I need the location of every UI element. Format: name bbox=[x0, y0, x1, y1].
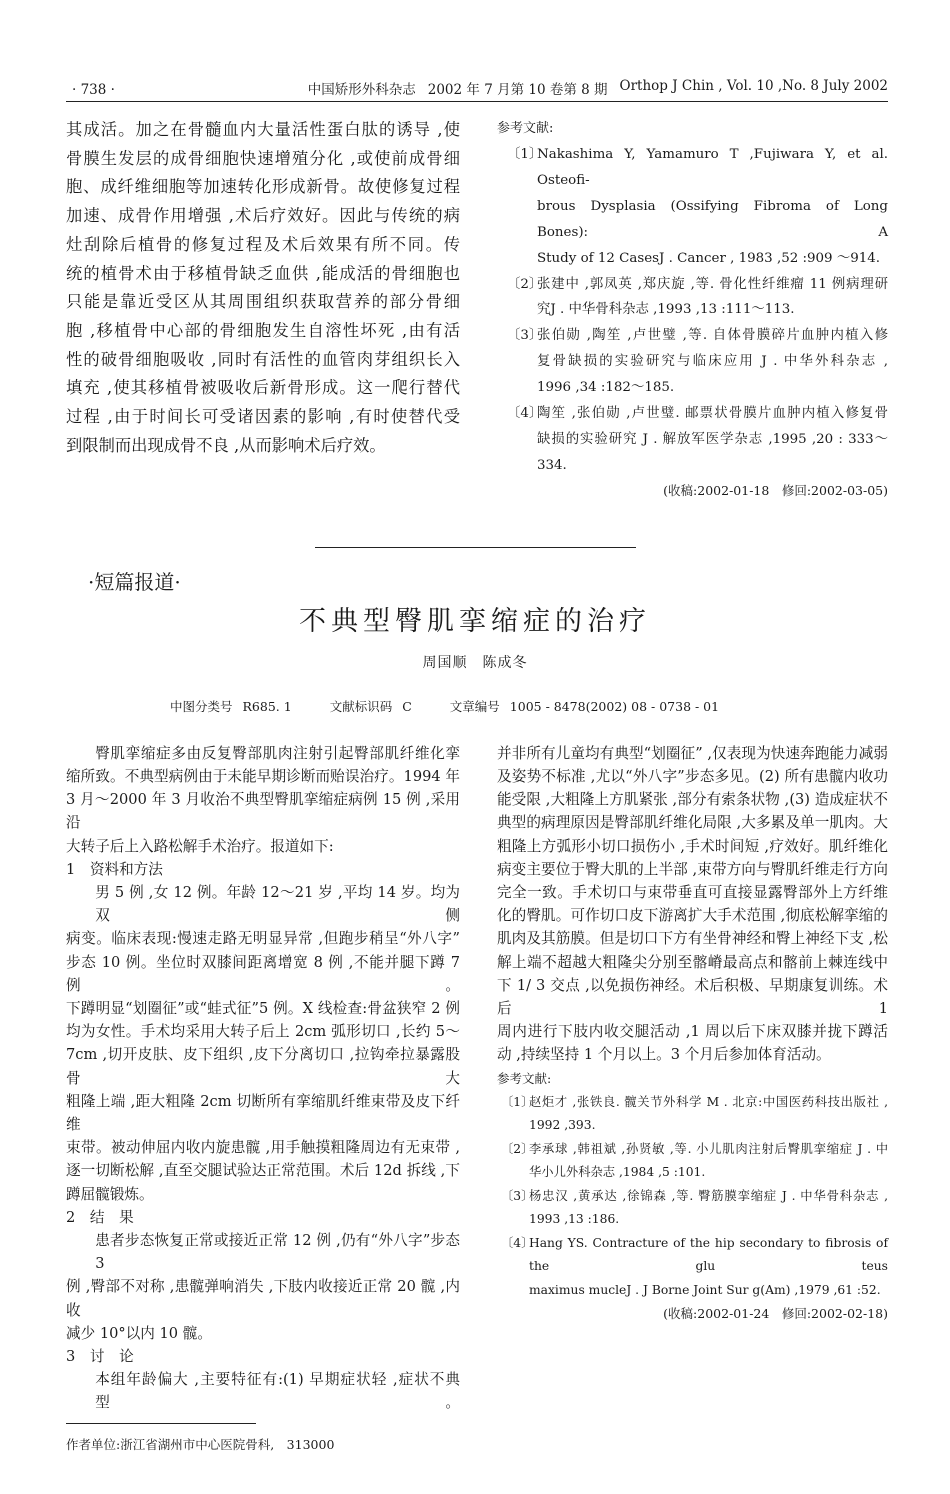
reference-line: maximus mucleJ . J Borne Joint Sur g(Am) ,1979 ,61 :52. bbox=[529, 1282, 881, 1297]
reference-item bbox=[497, 1138, 888, 1185]
reference-number: 〔3〕 bbox=[507, 328, 543, 344]
article-no-label: 文章编号 bbox=[449, 698, 500, 714]
paragraph-line: 男 5 例 ,女 12 例。年龄 12～21 岁 ,平均 14 岁。均为双侧 bbox=[95, 884, 460, 925]
reference-item bbox=[497, 1091, 888, 1138]
reference-line: 张建中 ,郭凤英 ,郑庆旋 ,等. 骨化性纤维瘤 11 例病理研 bbox=[537, 276, 888, 292]
reference-item bbox=[497, 1185, 888, 1232]
paragraph-line: 及姿势不标准 ,尤以“外八字”步态多见。(2) 所有患髋内收功 bbox=[497, 767, 888, 785]
paragraph-line: 本组年龄偏大 ,主要特征有:(1) 早期症状轻 ,症状不典型。 bbox=[95, 1371, 460, 1412]
reference-number: 〔4〕 bbox=[501, 1235, 534, 1250]
paragraph-line: 粗隆上方弧形小切口损伤小 ,手术时间短 ,疗效好。肌纤维化 bbox=[497, 837, 888, 855]
paragraph-line: 性的破骨细胞吸收 ,同时有活性的血管肉芽组织长入 bbox=[66, 349, 460, 369]
reference-number: 〔3〕 bbox=[501, 1188, 534, 1203]
reference-text bbox=[529, 1138, 888, 1185]
reference-line: Hang YS. Contracture of the hip secondary to fibrosis of the glu teus bbox=[529, 1235, 888, 1274]
reference-line: 1996 ,34 :182～185. bbox=[537, 380, 675, 396]
paragraph-line: 能受限 ,大粗隆上方肌紧张 ,部分有索条状物 ,(3) 造成症状不 bbox=[497, 791, 888, 809]
reference-list bbox=[497, 1091, 888, 1303]
reference-line: 杨忠汉 ,黄承达 ,徐锦森 ,等. 臀筋膜挛缩症 J . 中华骨科杂志 , bbox=[529, 1188, 888, 1203]
paragraph-line: 加速、成骨作用增强 ,术后疗效好。因此与传统的病 bbox=[66, 206, 460, 226]
paragraph-line: 粗隆上端 ,距大粗隆 2cm 切断所有挛缩肌纤维束带及皮下纤维 bbox=[66, 1092, 460, 1134]
paragraph-line: 灶刮除后植骨的修复过程及术后效果有所不同。传 bbox=[66, 234, 460, 254]
journal-name-cn: 中国矫形外科杂志 bbox=[307, 82, 416, 98]
reference-item bbox=[497, 142, 888, 272]
references-title: 参考文献: bbox=[497, 1070, 552, 1086]
paragraph-line: 病变。临床表现:慢速走路无明显异常 ,但跑步稍呈“外八字” bbox=[66, 930, 460, 948]
doc-code-value: C bbox=[402, 698, 412, 714]
paragraph-line: 胞 ,移植骨中心部的骨细胞发生自溶性坏死 ,由有活 bbox=[66, 320, 460, 340]
paragraph-line: 化的臀肌。可作切口皮下游离扩大手术范围 ,彻底松解挛缩的 bbox=[497, 907, 888, 925]
journal-name-en: Orthop J Chin , Vol. 10 ,No. 8 July 2002 bbox=[619, 78, 888, 94]
running-header bbox=[66, 78, 888, 102]
paragraph-line: 大转子后上入路松解手术治疗。报道如下: bbox=[66, 837, 334, 855]
paragraph-line: 7cm ,切开皮肤、皮下组织 ,皮下分离切口 ,拉钩牵拉暴露股骨大 bbox=[66, 1046, 460, 1087]
paragraph-line: 病变主要位于臀大肌的上半部 ,束带方向与臀肌纤维走行方向 bbox=[497, 860, 888, 878]
paragraph-line: 束带。被动伸屈内收内旋患髋 ,用手触摸粗隆周边有无束带 , bbox=[66, 1139, 460, 1157]
reference-line: 复骨缺损的实验研究与临床应用 J . 中华外科杂志 , bbox=[537, 354, 888, 370]
paragraph-line: 填充 ,使其移植骨被吸收后新骨形成。这一爬行替代 bbox=[66, 378, 460, 398]
reference-text bbox=[529, 1185, 888, 1232]
journal-info bbox=[308, 78, 888, 98]
journal-page bbox=[66, 0, 888, 1494]
reference-line: 李承球 ,韩祖斌 ,孙贤敏 ,等. 小儿肌肉注射后臀肌挛缩症 J . 中 bbox=[529, 1141, 888, 1156]
section-heading: 3 讨 论 bbox=[66, 1348, 134, 1366]
reference-line: 334. bbox=[537, 457, 567, 473]
paragraph-line: 例 ,臀部不对称 ,患髋弹响消失 ,下肢内收接近正常 20 髋 ,内收 bbox=[66, 1278, 460, 1319]
reference-line: Study of 12 CasesJ . Cancer , 1983 ,52 :909 ～914. bbox=[537, 250, 881, 266]
references-title: 参考文献: bbox=[497, 121, 554, 136]
paragraph-line: 臀肌挛缩症多由反复臀部肌肉注射引起臀部肌纤维化挛 bbox=[95, 744, 460, 762]
article-divider bbox=[315, 547, 636, 548]
article-left-body bbox=[66, 742, 460, 1415]
page-number: · 738 · bbox=[72, 82, 115, 98]
section-heading: 2 结 果 bbox=[66, 1208, 134, 1226]
paragraph-line: 下 1/ 3 交点 ,以免损伤神经。术后积极、早期康复训练。术后 1 bbox=[497, 976, 888, 1018]
paragraph-line: 到限制而出现成骨不良 ,从而影响术后疗效。 bbox=[66, 435, 386, 455]
article-right-body bbox=[497, 742, 888, 1067]
footnote-rule bbox=[66, 1423, 256, 1424]
article-no-value: 1005 - 8478(2002) 08 - 0738 - 01 bbox=[509, 698, 720, 714]
reference-number: 〔1〕 bbox=[507, 147, 543, 162]
reference-line: brous Dysplasia (Ossifying Fibroma of Long Bones): A bbox=[537, 198, 888, 240]
reference-item bbox=[497, 272, 888, 324]
section-heading: 1 资料和方法 bbox=[66, 860, 163, 878]
previous-article-body bbox=[66, 116, 460, 460]
reference-item bbox=[497, 323, 888, 401]
reference-line: 缺损的实验研究 J . 解放军医学杂志 ,1995 ,20 : 333～ bbox=[537, 431, 888, 447]
clc-label: 中图分类号 bbox=[170, 698, 233, 714]
reference-number: 〔4〕 bbox=[507, 406, 543, 422]
reference-number: 〔1〕 bbox=[501, 1094, 534, 1109]
previous-article-references bbox=[497, 116, 888, 503]
paragraph-line: 解上端不超越大粗隆尖分别至髂嵴最高点和髂前上棘连线中 bbox=[497, 953, 888, 971]
article-authors: 周国顺 陈成冬 bbox=[422, 654, 528, 671]
paragraph-line: 均为女性。手术均采用大转子后上 2cm 弧形切口 ,长约 5～ bbox=[66, 1023, 460, 1041]
article-right-column bbox=[497, 742, 888, 1326]
reference-line: 张伯勋 ,陶笙 ,卢世璧 ,等. 自体骨膜碎片血肿内植入修 bbox=[537, 328, 888, 344]
issue-info-cn: 2002 年 7 月第 10 卷第 8 期 bbox=[427, 82, 608, 98]
reference-text bbox=[537, 323, 888, 401]
received-date: (收稿:2002-01-24 修回:2002-02-18) bbox=[663, 1306, 888, 1322]
clc-value: R685. 1 bbox=[242, 698, 292, 714]
paragraph-line: 骨膜生发层的成骨细胞快速增殖分化 ,或使前成骨细 bbox=[66, 148, 460, 168]
paragraph-line: 下蹲明显“划圈征”或“蛙式征”5 例。X 线检查:骨盆狭窄 2 例 bbox=[66, 1000, 460, 1018]
section-label: ·短篇报道· bbox=[88, 569, 181, 594]
reference-item bbox=[497, 401, 888, 479]
paragraph-line: 蹲屈髋锻炼。 bbox=[66, 1185, 154, 1203]
reference-list bbox=[497, 142, 888, 479]
paragraph-line: 只能是靠近受区从其周围组织获取营养的部分骨细 bbox=[66, 292, 460, 312]
paragraph-line: 步态 10 例。坐位时双膝间距离增宽 8 例 ,不能并腿下蹲 7 例。 bbox=[66, 953, 460, 994]
paragraph-line: 减少 10°以内 10 髋。 bbox=[66, 1324, 212, 1342]
received-date: (收稿:2002-01-18 修回:2002-03-05) bbox=[663, 482, 888, 498]
paragraph-line: 动 ,持续坚持 1 个月以上。3 个月后参加体育活动。 bbox=[497, 1046, 831, 1064]
paragraph-line: 完全一致。手术切口与束带垂直可直接显露臀部外上方纤维 bbox=[497, 884, 888, 901]
article-title: 不典型臀肌挛缩症的治疗 bbox=[299, 605, 651, 637]
paragraph-line: 周内进行下肢内收交腿活动 ,1 周以后下床双膝并拢下蹲活 bbox=[497, 1023, 888, 1041]
author-affiliation: 作者单位:浙江省湖州市中心医院骨科, 313000 bbox=[66, 1436, 335, 1452]
paragraph-line: 其成活。加之在骨髓血内大量活性蛋白肽的诱导 ,使 bbox=[66, 120, 460, 139]
paragraph-line: 患者步态恢复正常或接近正常 12 例 ,仍有“外八字”步态 3 bbox=[95, 1232, 460, 1273]
reference-text bbox=[537, 401, 888, 479]
article-body bbox=[66, 742, 888, 1454]
previous-article bbox=[66, 116, 888, 503]
reference-text bbox=[529, 1091, 888, 1138]
reference-line: 华小儿外科杂志 ,1984 ,5 :101. bbox=[529, 1165, 706, 1180]
reference-text bbox=[537, 272, 888, 324]
paragraph-line: 统的植骨术由于移植骨缺乏血供 ,能成活的骨细胞也 bbox=[66, 263, 460, 283]
paragraph-line: 缩所致。不典型病例由于未能早期诊断而贻误治疗。1994 年 bbox=[66, 767, 460, 785]
reference-line: 赵炬才 ,张铁良. 髋关节外科学 M . 北京:中国医药科技出版社 , bbox=[529, 1094, 888, 1109]
paragraph-line: 并非所有儿童均有典型“划圈征” ,仅表现为快速奔跑能力减弱 bbox=[497, 744, 888, 762]
reference-number: 〔2〕 bbox=[507, 276, 543, 292]
article-metadata bbox=[170, 698, 888, 716]
paragraph-line: 典型的病理原因是臀部肌纤维化局限 ,大多累及单一肌肉。大 bbox=[497, 814, 888, 832]
paragraph-line: 过程 ,由于时间长可受诸因素的影响 ,有时使替代受 bbox=[66, 407, 460, 427]
paragraph-line: 肌肉及其筋膜。但是切口下方有坐骨神经和臀上神经下支 ,松 bbox=[497, 930, 888, 948]
paragraph-line: 胞、成纤维细胞等加速转化形成新骨。故使修复过程 bbox=[66, 177, 460, 197]
reference-item bbox=[497, 1232, 888, 1303]
doc-code-label: 文献标识码 bbox=[329, 698, 393, 714]
reference-line: 1992 ,393. bbox=[529, 1118, 596, 1133]
reference-line: 陶笙 ,张伯勋 ,卢世璧. 邮票状骨膜片血肿内植入修复骨 bbox=[537, 406, 888, 422]
reference-text bbox=[537, 142, 888, 272]
paragraph-line: 逐一切断松解 ,直至交腿试验达正常范围。术后 12d 拆线 ,下 bbox=[66, 1162, 460, 1180]
reference-line: Nakashima Y, Yamamuro T ,Fujiwara Y, et al. Osteofi- bbox=[537, 147, 888, 188]
article-left-column bbox=[66, 742, 460, 1454]
reference-line: 1993 ,13 :186. bbox=[529, 1212, 620, 1227]
reference-text bbox=[529, 1232, 888, 1303]
reference-number: 〔2〕 bbox=[501, 1141, 534, 1156]
paragraph-line: 3 月～2000 年 3 月收治不典型臀肌挛缩症病例 15 例 ,采用沿 bbox=[66, 791, 460, 832]
reference-line: 究J . 中华骨科杂志 ,1993 ,13 :111～113. bbox=[537, 302, 795, 318]
